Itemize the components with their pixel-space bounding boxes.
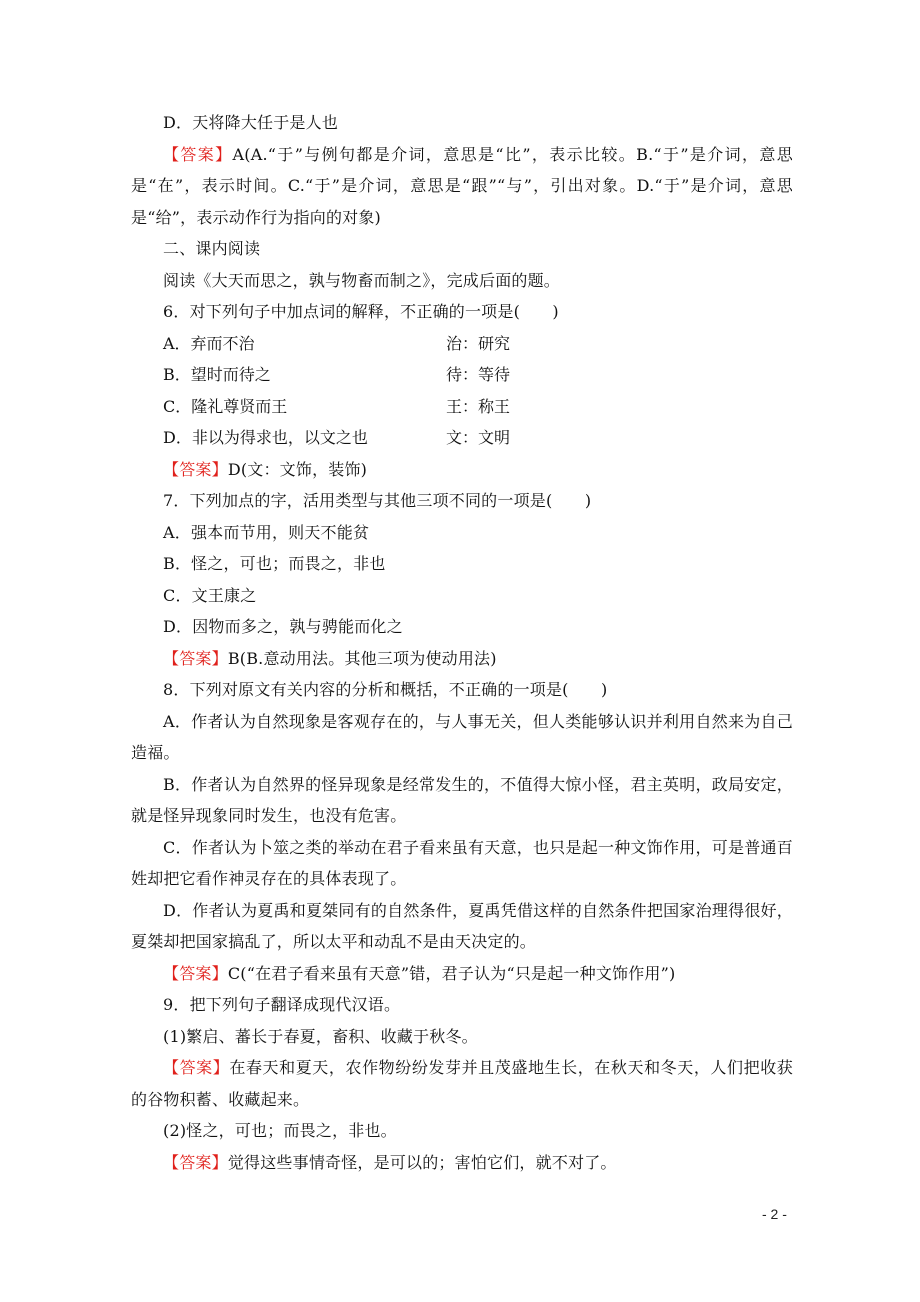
option-gloss: 治：研究 [446, 333, 511, 353]
q6-option [131, 359, 793, 391]
answer-tag: 【答案】 [163, 648, 228, 668]
q5-option-d: D．天将降大任于是人也 [163, 113, 339, 132]
answer-text: D(文：文饰，装饰) [227, 459, 368, 479]
q8-option: D．作者认为夏禹和夏桀同有的自然条件，夏禹凭借这样的自然条件把国家治理得很好，夏桀却把国家搞乱了，所以太平和动乱不是由天决定的。 [131, 900, 793, 951]
answer-tag: 【答案】 [163, 1152, 228, 1172]
option-text: C．隆礼尊贤而王 [163, 396, 288, 416]
q7-option: C．文王康之 [163, 585, 257, 605]
q6-option [131, 328, 793, 360]
q8-stem: 8．下列对原文有关内容的分析和概括，不正确的一项是( ) [163, 680, 608, 699]
q8-option: A．作者认为自然现象是客观存在的，与人事无关，但人类能够认识并利用自然来为自己造福。 [131, 711, 793, 762]
option-text: B．望时而待之 [163, 365, 271, 384]
answer-tag: 【答案】 [163, 1058, 230, 1077]
answer-text: 觉得这些事情奇怪，是可以的；害怕它们，就不对了。 [227, 1152, 617, 1172]
q6-answer [131, 454, 793, 486]
q9-sentence: (2)怪之，可也；而畏之，非也。 [163, 1121, 397, 1140]
answer-text: 在春天和夏天，农作物纷纷发芽并且茂盛地生长，在秋天和冬天，人们把收获的谷物积蓄、收藏起来。 [131, 1058, 793, 1109]
option-text: A．弃而不治 [163, 333, 255, 353]
reading-instruction: 阅读《大天而思之，孰与物畜而制之》，完成后面的题。 [163, 270, 561, 290]
q6-option [131, 422, 793, 454]
q8-option: C．作者认为卜筮之类的举动在君子看来虽有天意，也只是起一种文饰作用，可是普通百姓却把它看作神灵存在的具体表现了。 [131, 837, 793, 888]
q7-option: D．因物而多之，孰与骋能而化之 [163, 617, 403, 636]
q9-answer [131, 1052, 793, 1115]
q9-stem: 9．把下列句子翻译成现代汉语。 [163, 995, 401, 1014]
q6-stem: 6．对下列句子中加点词的解释，不正确的一项是( ) [163, 302, 559, 321]
q7-option: A．强本而节用，则天不能贫 [163, 522, 370, 542]
q6-option [131, 391, 793, 423]
q9-sentence: (1)繁启、蕃长于春夏，畜积、收藏于秋冬。 [163, 1026, 478, 1046]
q7-option: B．怪之，可也；而畏之，非也 [163, 554, 386, 573]
answer-text: A(A.“于”与例句都是介词，意思是“比”，表示比较。B.“于”是介词，意思是“在”，表示时间。C.“于”是介词，意思是“跟”“与”，引出对象。D.“于”是介词，意思是“给”，表示动作行为指向的对象) [131, 144, 793, 227]
option-gloss: 待：等待 [446, 365, 511, 384]
q8-answer [131, 958, 793, 990]
q7-answer [131, 643, 793, 675]
answer-tag: 【答案】 [163, 459, 228, 479]
section-title: 二、课内阅读 [163, 239, 261, 258]
document-page [131, 107, 793, 1178]
q8-option: B．作者认为自然界的怪异现象是经常发生的，不值得大惊小怪，君主英明，政局安定，就是怪异现象同时发生，也没有危害。 [131, 774, 793, 825]
option-gloss: 王：称王 [446, 396, 511, 416]
answer-text: C(“在君子看来虽有天意”错，君子认为“只是起一种文饰作用”) [227, 963, 676, 983]
answer-text: B(B.意动用法。其他三项为使动用法) [227, 648, 497, 668]
option-text: D．非以为得求也，以文之也 [163, 428, 368, 447]
q7-stem: 7．下列加点的字，活用类型与其他三项不同的一项是( ) [163, 491, 592, 510]
q5-answer [131, 139, 793, 234]
answer-tag: 【答案】 [163, 963, 228, 983]
answer-tag: 【答案】 [163, 144, 233, 164]
option-gloss: 文：文明 [446, 428, 511, 447]
page-number: - 2 - [762, 1206, 787, 1222]
q9-answer [131, 1147, 793, 1179]
